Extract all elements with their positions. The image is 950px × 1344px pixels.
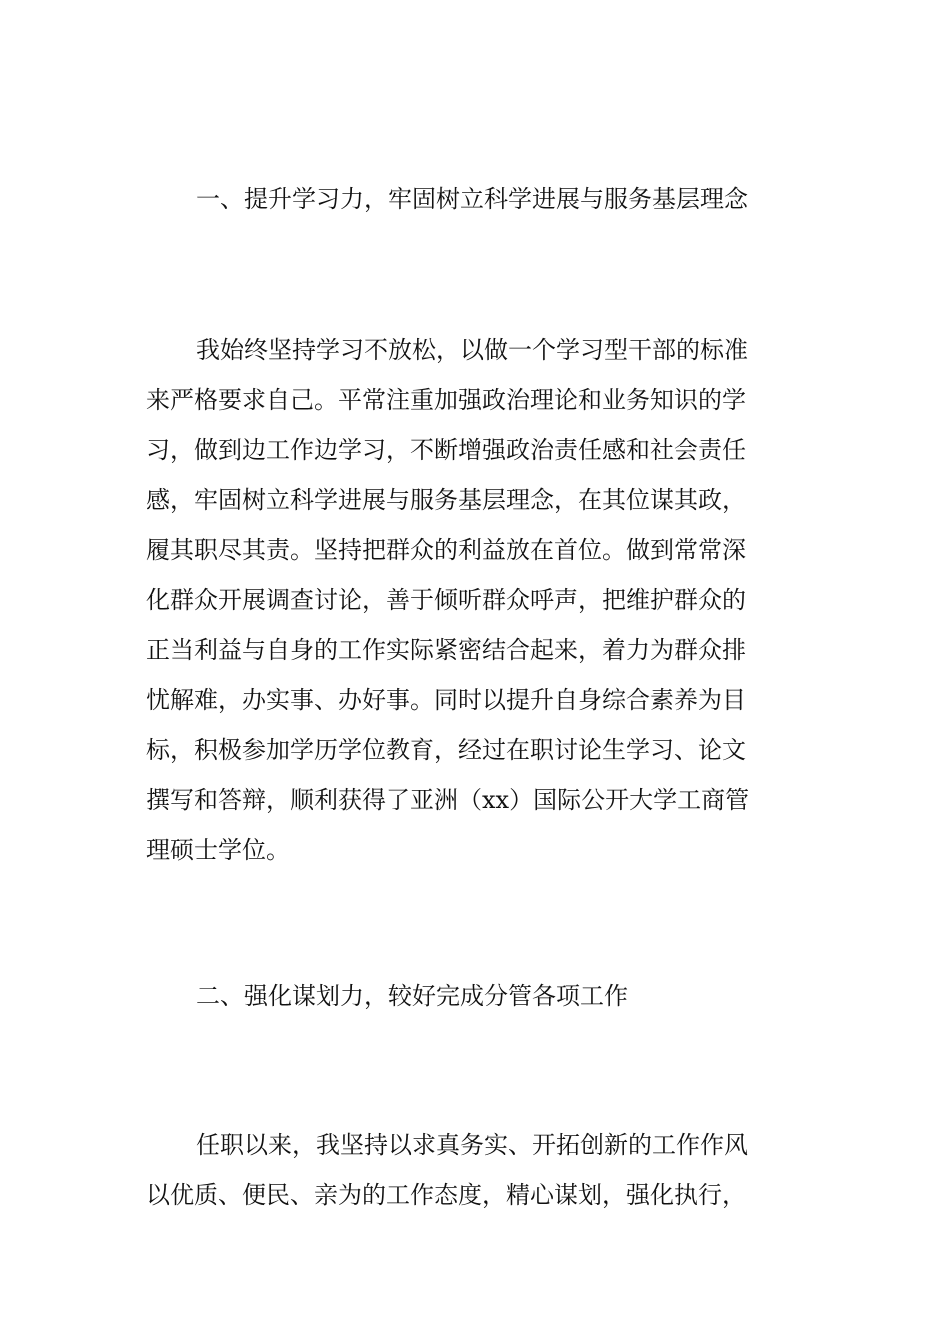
paragraph-line: 正当利益与自身的工作实际紧密结合起来，着力为群众排 xyxy=(146,636,746,664)
paragraph-line: 感，牢固树立科学进展与服务基层理念，在其位谋其政， xyxy=(146,486,746,514)
paragraph-line: 任职以来，我坚持以求真务实、开拓创新的工作作风 xyxy=(196,1131,748,1159)
section-paragraph-1 xyxy=(146,325,806,875)
paragraph-line: 习，做到边工作边学习，不断增强政治责任感和社会责任 xyxy=(146,436,746,464)
paragraph-line: 理硕士学位。 xyxy=(146,836,290,864)
paragraph-line: 化群众开展调查讨论，善于倾听群众呼声，把维护群众的 xyxy=(146,586,746,614)
paragraph-line: 以优质、便民、亲为的工作态度，精心谋划，强化执行， xyxy=(146,1181,746,1209)
section-paragraph-2 xyxy=(146,1120,806,1220)
paragraph-line: 履其职尽其责。坚持把群众的利益放在首位。做到常常深 xyxy=(146,536,746,564)
section-heading-2: 二、强化谋划力，较好完成分管各项工作 xyxy=(196,982,628,1010)
paragraph-line: 标，积极参加学历学位教育，经过在职讨论生学习、论文 xyxy=(146,736,746,764)
paragraph-line: 我始终坚持学习不放松，以做一个学习型干部的标准 xyxy=(196,336,748,364)
section-heading-1: 一、提升学习力，牢固树立科学进展与服务基层理念 xyxy=(196,185,748,213)
paragraph-line: 忧解难，办实事、办好事。同时以提升自身综合素养为目 xyxy=(146,686,746,714)
paragraph-line: 撰写和答辩，顺利获得了亚洲（xx）国际公开大学工商管 xyxy=(146,786,750,814)
paragraph-line: 来严格要求自己。平常注重加强政治理论和业务知识的学 xyxy=(146,386,746,414)
